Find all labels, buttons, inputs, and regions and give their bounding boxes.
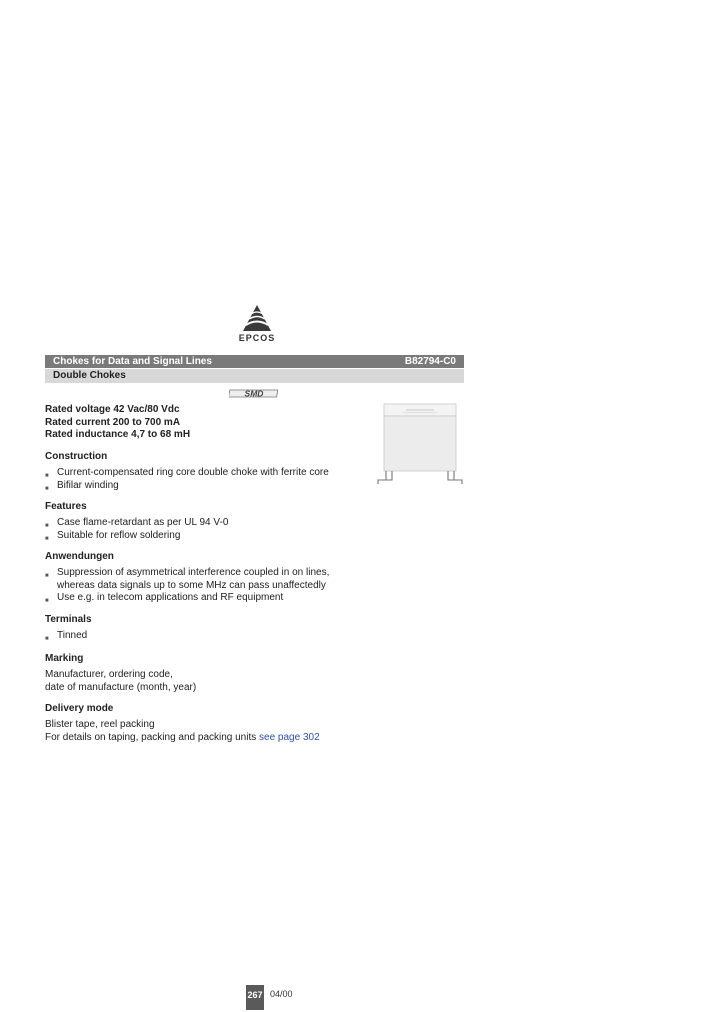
section-terminals [45,614,92,643]
subtitle-band [45,369,464,383]
section-title: Features [45,501,87,512]
bullet-icon: ■ [45,573,49,579]
bullet-icon: ■ [45,535,49,542]
bullet-icon: ■ [45,485,49,492]
page-subtitle: Double Chokes [53,370,126,381]
section-marking [45,653,196,694]
rated-voltage: Rated voltage 42 Vac/80 Vdc [45,404,180,415]
smd-logo [229,389,279,398]
list-item-text: Use e.g. in telecom applications and RF equipment [57,592,284,603]
section-delivery [45,703,320,744]
ratings [45,404,190,442]
list-item-continuation [45,580,329,593]
list-item-text: whereas data signals up to some MHz can pass unaffectedly [57,579,326,591]
list-item [45,530,228,543]
bullet-icon: ■ [45,636,49,642]
footer-date: 04/00 [270,989,293,999]
epcos-triangle-icon [240,304,274,332]
rated-current: Rated current 200 to 700 mA [45,416,181,428]
list-item-text: Tinned [57,630,88,641]
bullet-icon: ■ [45,598,49,604]
list-item [45,467,329,480]
section-construction [45,451,329,492]
part-number: B82794-C0 [404,356,456,367]
epcos-logo [234,304,280,348]
section-title: Construction [45,451,108,462]
list-item [45,567,329,580]
list-item-text: Suitable for reflow soldering [57,529,181,541]
list-item-text: Suppression of asymmetrical interference coupled in on lines, [57,567,330,578]
section-title: Anwendungen [45,551,114,562]
section-title: Terminals [45,614,92,625]
list-item-text: Case flame-retardant as per UL 94 V-0 [57,517,229,528]
section-title: Marking [45,653,84,664]
delivery-details-text: For details on taping, packing and packing units [45,731,260,743]
delivery-details [45,732,320,745]
list-item-text: Current-compensated ring core double choke with ferrite core [57,467,329,478]
list-item [45,630,92,643]
bullet-icon: ■ [45,523,49,529]
delivery-line: Blister tape, reel packing [45,719,155,730]
page-number: 267 [246,985,264,1010]
list-item [45,480,329,493]
brand-name: EPCOS [238,333,276,343]
list-item [45,592,329,605]
choke-component-image [376,402,464,488]
section-features [45,501,228,542]
list-item-text: Bifilar winding [57,479,119,491]
list-item [45,517,228,530]
marking-line: Manufacturer, ordering code, [45,669,173,680]
section-title: Delivery mode [45,703,114,714]
rated-inductance: Rated inductance 4,7 to 68 mH [45,429,191,440]
marking-line: date of manufacture (month, year) [45,681,197,693]
header-band [45,355,464,368]
smd-logo-text: SMD [244,389,264,398]
bullet-icon: ■ [45,473,49,479]
category-title: Chokes for Data and Signal Lines [53,356,212,367]
section-applications [45,551,329,605]
see-page-link[interactable]: see page 302 [259,731,320,743]
